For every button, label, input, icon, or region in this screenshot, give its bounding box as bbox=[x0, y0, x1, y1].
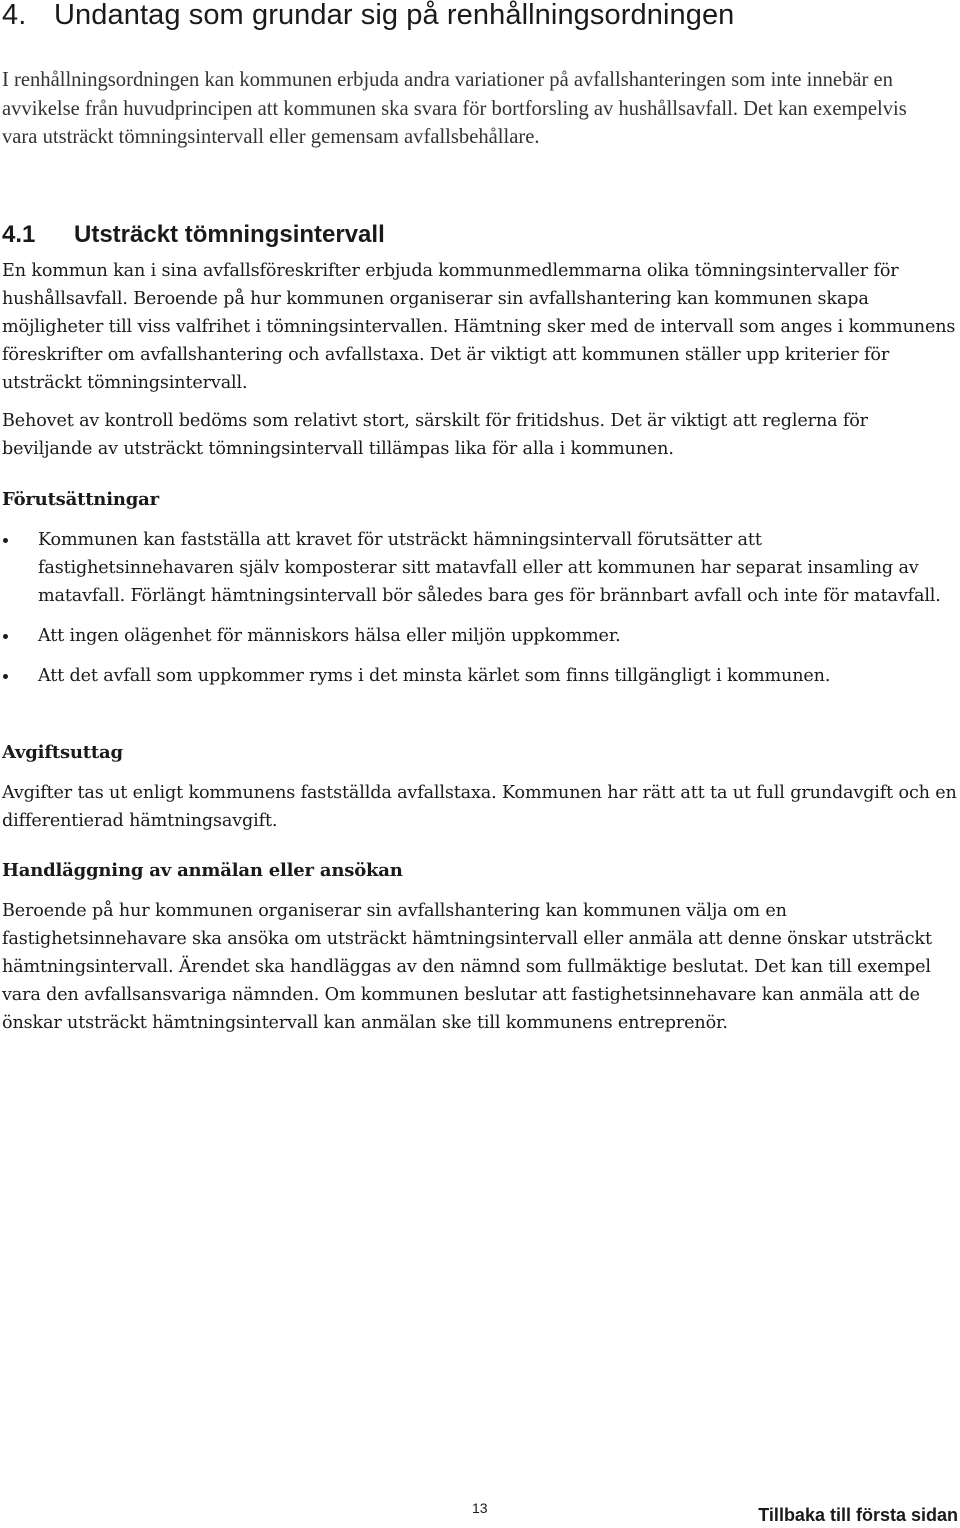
page-number: 13 bbox=[472, 1500, 488, 1516]
section-number: 4. bbox=[2, 0, 27, 31]
subsection-paragraph-1: En kommun kan i sina avfallsföreskrifter erbjuda kommunmedlemmarna olika tömningsintervaller för hushållsavfall. Beroende på hur kommunen organiserar sin avfallshantering kan kommunen skapa möjligheter till viss valfrihet i tömningsintervallen. Hämtning sker med de intervall som anges i kommunens föreskrifter om avfallshantering och avfallstaxa. Det är viktigt att kommunen ställer upp kriterier för utsträckt tömningsintervall. bbox=[2, 261, 956, 393]
list-item bbox=[2, 622, 958, 650]
subsection-paragraph-2: Behovet av kontroll bedöms som relativt stort, särskilt för fritidshus. Det är viktigt att reglerna för beviljande av utsträckt tömningsintervall tillämpas lika för alla i kommunen. bbox=[2, 411, 868, 459]
avgiftsuttag-text: Avgifter tas ut enligt kommunens fastställda avfallstaxa. Kommunen har rätt att ta ut full grundavgift och en differentierad hämtningsavgift. bbox=[2, 783, 957, 831]
bullet-icon bbox=[3, 538, 8, 543]
back-to-first-page-link[interactable]: Tillbaka till första sidan bbox=[758, 1505, 958, 1525]
bullet-icon bbox=[3, 674, 8, 679]
list-item bbox=[2, 526, 958, 610]
bullet-icon bbox=[3, 634, 8, 639]
list-item-text: Kommunen kan fastställa att kravet för utsträckt hämningsintervall förutsätter att fastighetsinnehavaren själv komposterar sitt matavfall eller att kommunen har separat insamling av matavfall. Förlängt hämtningsintervall bör således bara ges för brännbart avfall och inte för matavfall. bbox=[38, 530, 941, 606]
section-heading bbox=[2, 0, 734, 36]
list-item-text: Att ingen olägenhet för människors hälsa eller miljön uppkommer. bbox=[38, 626, 621, 646]
handlaggning-heading: Handläggning av anmälan eller ansökan bbox=[2, 860, 403, 881]
handlaggning-text: Beroende på hur kommunen organiserar sin avfallshantering kan kommunen välja om en fastighetsinnehavare ska ansöka om utsträckt hämtningsintervall eller anmäla att denne önskar utsträckt hämtningsintervall. Ärendet ska handläggas av den nämnd som fullmäktige beslutat. Det kan till exempel vara den avfallsansvariga nämnden. Om kommunen beslutar att fastighetsinnehavare kan anmäla att de önskar utsträckt hämtningsintervall kan anmälan ske till kommunens entreprenör. bbox=[2, 901, 932, 1033]
subsection-title: Utsträckt tömningsintervall bbox=[74, 221, 385, 248]
list-item bbox=[2, 662, 958, 690]
subsection-heading bbox=[2, 217, 385, 253]
list-item-text: Att det avfall som uppkommer ryms i det minsta kärlet som finns tillgängligt i kommunen. bbox=[38, 666, 831, 686]
forutsattningar-heading: Förutsättningar bbox=[2, 489, 159, 510]
section-intro: I renhållningsordningen kan kommunen erbjuda andra variationer på avfallshanteringen som inte innebär en avvikelse från huvudprincipen att kommunen ska svara för bortforsling av hushållsavfall. Det kan exempelvis vara utsträckt tömningsintervall eller gemensam avfallsbehållare. bbox=[2, 69, 907, 148]
forutsattningar-list bbox=[2, 526, 958, 702]
section-title: Undantag som grundar sig på renhållningsordningen bbox=[54, 0, 735, 31]
subsection-number: 4.1 bbox=[2, 221, 36, 248]
avgiftsuttag-heading: Avgiftsuttag bbox=[2, 742, 123, 763]
